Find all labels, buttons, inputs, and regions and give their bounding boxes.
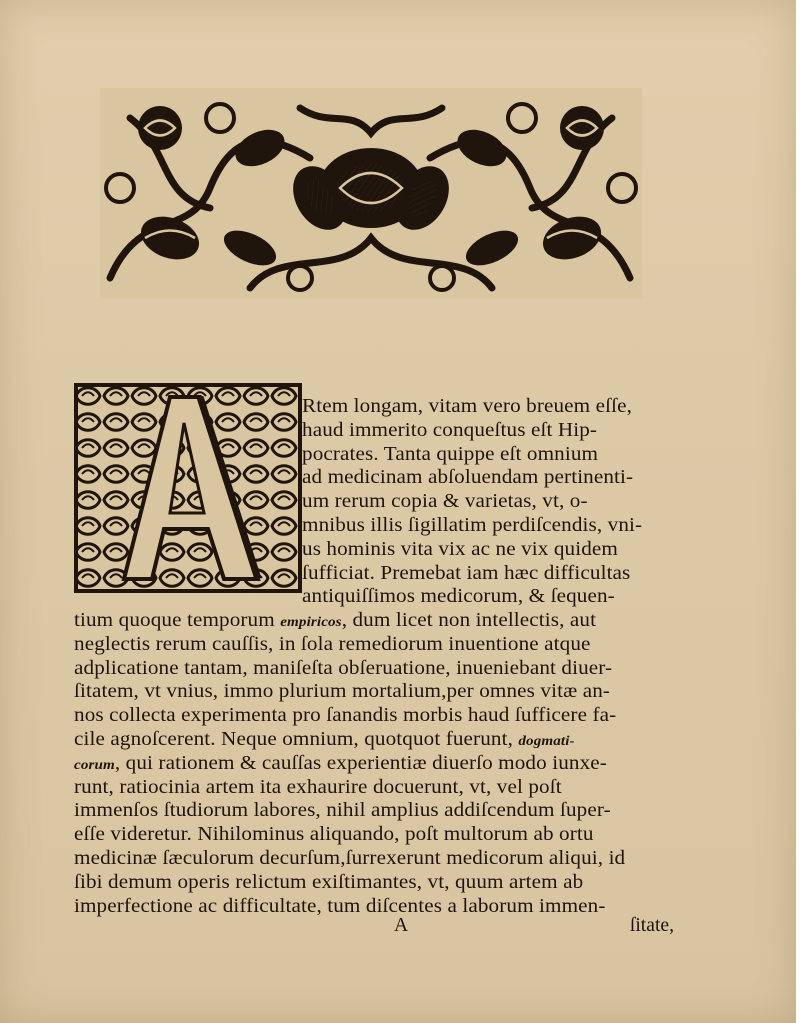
- text-segment: pocrates. Tanta quippe eſt omnium: [302, 443, 599, 465]
- italic-term: empiricos: [280, 615, 342, 630]
- text-line: [74, 895, 606, 919]
- text-segment: antiquiſſimos medicorum, & ſequen-: [302, 586, 615, 608]
- text-line: [302, 419, 597, 443]
- text-segment: haud immerito conqueſtus eſt Hip-: [302, 419, 598, 441]
- text-segment: ſitatem, vt vnius, immo plurium mortalium,per omnes vitæ an-: [74, 681, 611, 703]
- catchword: ſitate,: [629, 915, 674, 936]
- text-line: [302, 585, 615, 609]
- italic-term: corum: [74, 757, 115, 773]
- decorated-initial-a: [74, 383, 302, 593]
- text-line: [74, 704, 616, 728]
- text-line: [302, 395, 632, 419]
- text-segment: immenſos ſtudiorum labores, nihil amplius addiſcendum ſuper-: [74, 800, 611, 822]
- text-segment: medicinæ ſæculorum decurſum,ſurrexerunt medicorum aliqui, id: [74, 848, 626, 869]
- text-line: [74, 752, 607, 778]
- text-line: [74, 728, 575, 754]
- text-line: [74, 799, 611, 823]
- text-segment: ſufficiat. Premebat iam hæc difficultas: [302, 562, 631, 584]
- text-line: [302, 538, 618, 562]
- floral-headpiece-ornament: [100, 88, 642, 298]
- text-segment: , dum licet non intellectis, aut: [341, 610, 597, 631]
- text-line: [74, 776, 562, 800]
- text-line: [74, 871, 583, 895]
- text-line: [74, 633, 591, 657]
- text-segment: ad medicinam abſoluendam pertinenti-: [302, 467, 634, 489]
- text-segment: Rtem longam, vitam vero breuem eſſe,: [302, 396, 633, 417]
- text-segment: cile agnoſcerent. Neque omnium, quotquot fuerunt,: [74, 729, 519, 750]
- text-line: [302, 514, 642, 538]
- text-line: [74, 680, 610, 704]
- text-segment: tium quoque temporum: [74, 610, 281, 631]
- text-line: [302, 490, 588, 514]
- text-segment: runt, ratiocinia artem ita exhaurire docuerunt, vt, vel poſt: [74, 776, 562, 798]
- text-line: [74, 657, 612, 681]
- text-segment: ſibi demum operis relictum exiſtimantes, vt, quum artem ab: [74, 871, 584, 893]
- italic-term: dogmati-: [518, 734, 575, 749]
- text-segment: mnibus illis ſigillatim perdiſcendis, vni-: [302, 515, 643, 536]
- text-line: [74, 847, 625, 871]
- text-line: [302, 443, 598, 467]
- text-line: [302, 562, 630, 586]
- text-segment: , qui rationem & cauſſas experientiæ diuerſo modo iunxe-: [114, 752, 607, 774]
- text-segment: adplicatione tantam, maniſeſta obſeruatione, inueniebant diuer-: [74, 657, 613, 679]
- text-segment: um rerum copia & varietas, vt, o-: [302, 491, 588, 513]
- signature-mark: A: [394, 915, 409, 936]
- text-line: [74, 609, 596, 635]
- text-segment: imperfectione ac difficultate, tum diſcentes a laborum immen-: [74, 895, 606, 917]
- text-segment: eſſe videretur. Nihilominus aliquando, poſt multorum ab ortu: [74, 824, 594, 846]
- text-segment: nos collecta experimenta pro ſanandis morbis haud ſufficere fa-: [74, 705, 617, 727]
- text-line: [74, 823, 594, 847]
- text-segment: us hominis vita vix ac ne vix quidem: [302, 538, 618, 560]
- text-segment: neglectis rerum cauſſis, in ſola remediorum inuentione atque: [74, 633, 591, 655]
- text-line: [302, 466, 633, 490]
